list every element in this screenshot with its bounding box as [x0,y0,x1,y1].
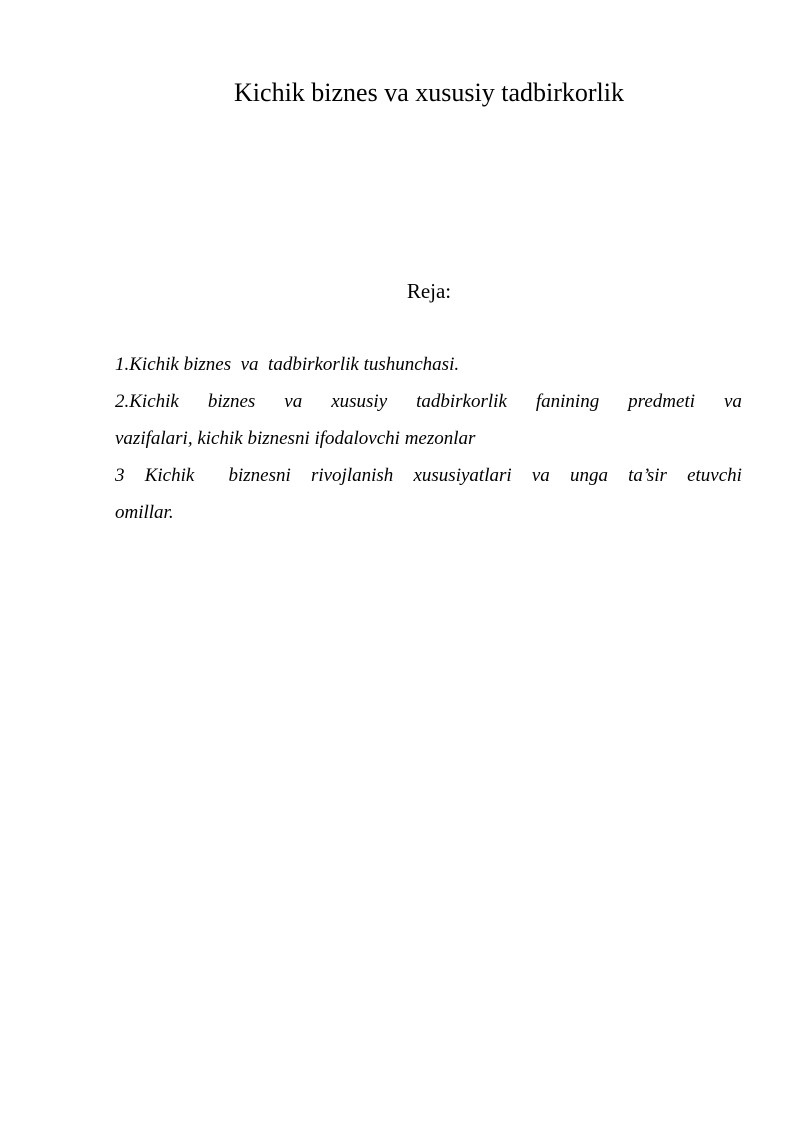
word: unga [569,465,608,486]
word: xususiy [331,391,388,412]
page-title: Kichik biznes va xususiy tadbirkorlik [234,78,624,107]
word: biznes [183,354,232,375]
word: rivojlanish [310,465,394,486]
word: fanining [535,391,600,412]
word: biznes [207,391,256,412]
plan-item-1-line-1 [115,351,742,388]
word: va [240,354,259,375]
plan-item-2-line-1 [115,388,742,425]
word: etuvchi [687,465,742,486]
word: Kichik [144,465,195,486]
plan-item-2 [115,388,742,462]
word: ta’sir [628,465,667,486]
word: 2.Kichik [115,391,179,412]
plan-item-2-line-2: vazifalari, kichik biznesni ifodalovchi mezonlar [115,428,476,449]
word: xususiyatlari [413,465,512,486]
plan-item-3-line-2: omillar. [115,502,174,523]
word: tadbirkorlik [416,391,507,412]
plan-item-1 [115,351,742,388]
plan-list [115,351,742,536]
plan-heading: Reja: [406,279,452,303]
word: biznesni [228,465,291,486]
word: tushunchasi. [363,354,460,375]
plan-item-3 [115,462,742,536]
word: 1.Kichik [115,354,179,375]
word: va [284,391,303,412]
word: 3 [115,465,125,486]
plan-item-3-line-1 [115,462,742,499]
word: predmeti [628,391,696,412]
word: va [531,465,550,486]
word: va [723,391,742,412]
word: tadbirkorlik [268,354,359,375]
